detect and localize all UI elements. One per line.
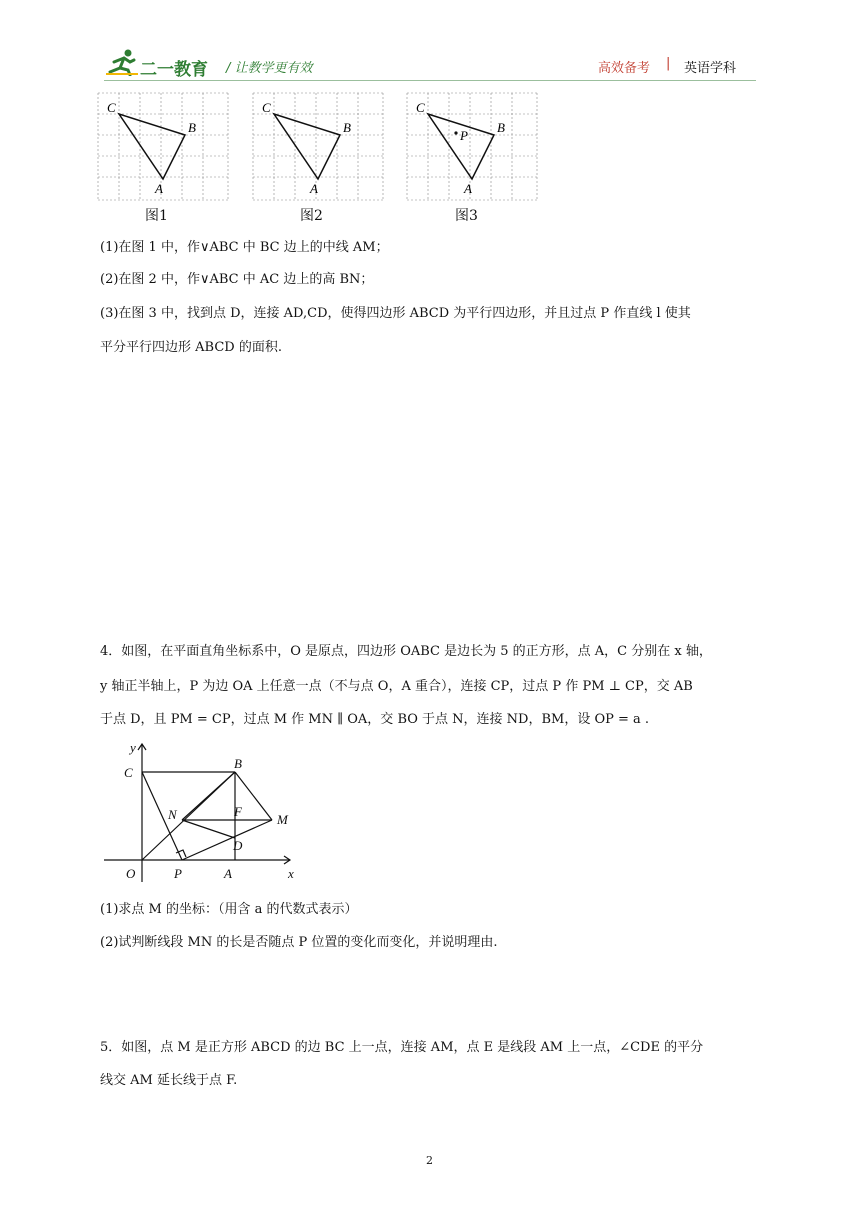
segment-nd xyxy=(182,820,235,838)
label-b: B xyxy=(188,120,196,135)
label-y: y xyxy=(130,740,136,755)
header-rule xyxy=(104,80,756,81)
label-n: N xyxy=(168,807,177,822)
label-a: A xyxy=(310,181,318,196)
segment-pm xyxy=(182,820,272,860)
segment-nb xyxy=(182,772,235,820)
q3-part-3-line2: 平分平行四边形 ABCD 的面积. xyxy=(100,340,282,355)
label-p: P xyxy=(174,866,182,881)
label-b: B xyxy=(497,120,505,135)
figure-3 xyxy=(406,92,538,204)
label-a: A xyxy=(224,866,232,881)
label-o: O xyxy=(126,866,136,881)
q5-stem-line1: 5．如图，点 M 是正方形 ABCD 的边 BC 上一点，连接 AM，点 E 是线段 AM 上一点，∠CDE 的平分 xyxy=(100,1040,704,1055)
figure-2 xyxy=(252,92,384,204)
label-a: A xyxy=(464,181,472,196)
point-p xyxy=(454,131,457,134)
label-p: P xyxy=(460,128,468,143)
triangle-abc xyxy=(274,114,340,179)
label-a: A xyxy=(155,181,163,196)
logo-runner-icon xyxy=(104,48,140,76)
label-c: C xyxy=(107,100,116,115)
figure-1 xyxy=(97,92,229,204)
brand-name: 二一教育 xyxy=(140,60,208,80)
header-tag-left: 高效备考 xyxy=(598,61,651,76)
triangle-abc xyxy=(119,114,185,179)
figure-2-caption: 图2 xyxy=(300,208,323,224)
q3-part-3-line1: (3)在图 3 中，找到点 D，连接 AD,CD，使得四边形 ABCD 为平行四边形，并且过点 P 作直线 l 使其 xyxy=(100,306,691,321)
figure-3-caption: 图3 xyxy=(455,208,478,224)
q4-stem-line2: y 轴正半轴上，P 为边 OA 上任意一点（不与点 O，A 重合），连接 CP，过点 P 作 PM ⊥ CP，交 AB xyxy=(100,679,693,694)
q5-stem-line2: 线交 AM 延长线于点 F. xyxy=(100,1073,238,1088)
label-c: C xyxy=(124,765,133,780)
triangle-abc xyxy=(428,114,494,179)
figure-1-caption: 图1 xyxy=(145,208,168,224)
q4-stem-line1: 4．如图，在平面直角坐标系中，O 是原点，四边形 OABC 是边长为 5 的正方形，点 A，C 分别在 x 轴， xyxy=(100,644,712,659)
header-tag-right: 英语学科 xyxy=(684,61,737,76)
page-number: 2 xyxy=(426,1154,433,1167)
q4-part-1: (1)求点 M 的坐标：（用含 a 的代数式表示） xyxy=(100,902,358,917)
label-x: x xyxy=(288,866,294,881)
q3-part-2: (2)在图 2 中，作∨ABC 中 AC 边上的高 BN； xyxy=(100,272,374,287)
label-c: C xyxy=(262,100,271,115)
slogan: / 让教学更有效 xyxy=(226,61,313,76)
q3-part-1: (1)在图 1 中，作∨ABC 中 BC 边上的中线 AM； xyxy=(100,240,389,255)
label-b: B xyxy=(343,120,351,135)
label-c: C xyxy=(416,100,425,115)
label-b: B xyxy=(234,756,242,771)
label-d: D xyxy=(233,838,243,853)
label-m: M xyxy=(277,812,288,827)
q4-part-2: (2)试判断线段 MN 的长是否随点 P 位置的变化而变化，并说明理由. xyxy=(100,935,498,950)
label-f: F xyxy=(234,804,242,819)
q4-stem-line3: 于点 D，且 PM = CP，过点 M 作 MN ∥ OA，交 BO 于点 N，连接 ND，BM，设 OP = a . xyxy=(100,712,650,727)
header-separator: | xyxy=(666,56,671,71)
q4-figure xyxy=(100,740,310,886)
